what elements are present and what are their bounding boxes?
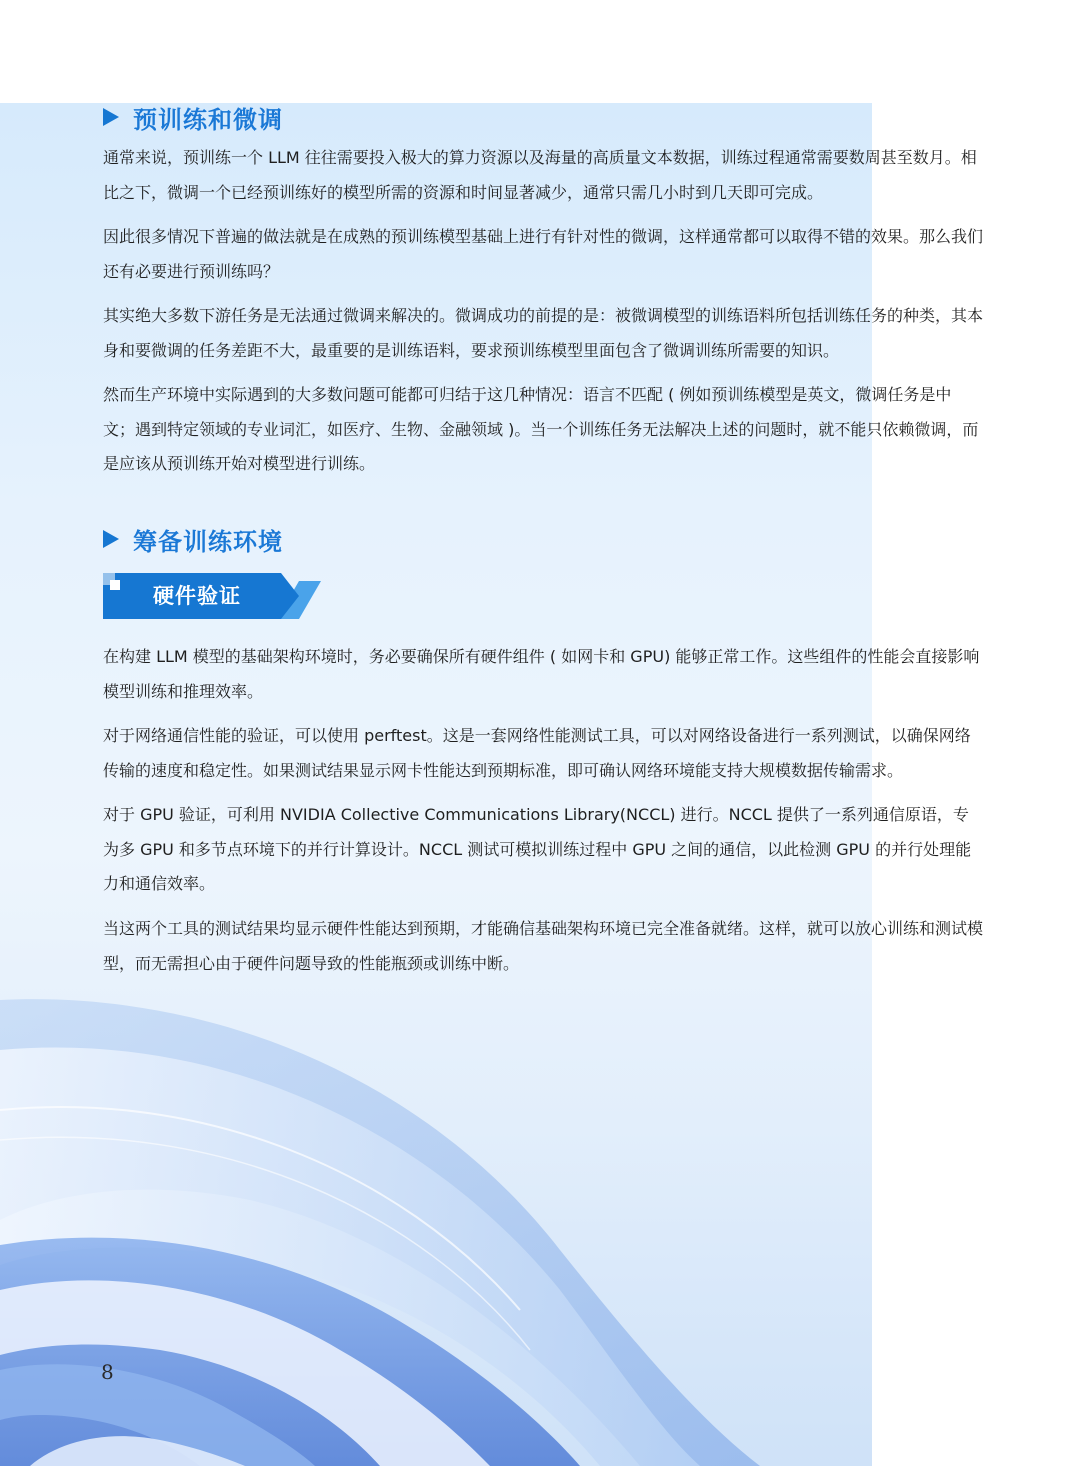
section-heading xyxy=(103,99,283,135)
play-triangle-icon xyxy=(103,530,119,548)
page-number: 8 xyxy=(101,1360,114,1384)
section-title: 筹备训练环境 xyxy=(133,527,283,556)
subsection-banner xyxy=(103,573,321,619)
paragraph: 对于网络通信性能的验证，可以使用 perftest。这是一套网络性能测试工具，可以对网络设备进行一系列测试，以确保网络传输的速度和稳定性。如果测试结果显示网卡性能达到预期标准，即可确认网络环境能支持大规模数据传输需求。 xyxy=(103,726,971,780)
paragraph: 对于 GPU 验证，可利用 NVIDIA Collective Communications Library(NCCL) 进行。NCCL 提供了一系列通信原语，专为多 GPU 和多节点环境下的并行计算设计。NCCL 测试可模拟训练过程中 GPU 之间的通信，以此检测 GPU 的并行处理能力和通信效率。 xyxy=(103,805,972,893)
paragraph: 当这两个工具的测试结果均显示硬件性能达到预期，才能确信基础架构环境已完全准备就绪。这样，就可以放心训练和测试模型，而无需担心由于硬件问题导致的性能瓶颈或训练中断。 xyxy=(103,919,984,973)
section-heading xyxy=(103,521,283,557)
paragraph: 在构建 LLM 模型的基础架构环境时，务必要确保所有硬件组件 ( 如网卡和 GPU) 能够正常工作。这些组件的性能会直接影响模型训练和推理效率。 xyxy=(103,647,980,701)
section-title: 预训练和微调 xyxy=(133,105,283,134)
paragraph: 其实绝大多数下游任务是无法通过微调来解决的。微调成功的前提的是：被微调模型的训练语料所包括训练任务的种类，其本身和要微调的任务差距不大，最重要的是训练语料，要求预训练模型里面包含了微调训练所需要的知识。 xyxy=(103,306,984,360)
square-bullet-icon xyxy=(103,573,123,593)
paragraph: 因此很多情况下普遍的做法就是在成熟的预训练模型基础上进行有针对性的微调，这样通常都可以取得不错的效果。那么我们还有必要进行预训练吗？ xyxy=(103,227,984,281)
play-triangle-icon xyxy=(103,108,119,126)
paragraph: 然而生产环境中实际遇到的大多数问题可能都可归结于这几种情况：语言不匹配 ( 例如预训练模型是英文，微调任务是中文；遇到特定领域的专业词汇，如医疗、生物、金融领域 )。当一个训练任务无法解决上述的问题时，就不能只依赖微调，而是应该从预训练开始对模型进行训练。 xyxy=(103,385,979,473)
paragraph: 通常来说，预训练一个 LLM 往往需要投入极大的算力资源以及海量的高质量文本数据，训练过程通常需要数周甚至数月。相比之下，微调一个已经预训练好的模型所需的资源和时间显著减少，通常只需几小时到几天即可完成。 xyxy=(103,148,977,202)
subsection-title: 硬件验证 xyxy=(153,584,241,608)
